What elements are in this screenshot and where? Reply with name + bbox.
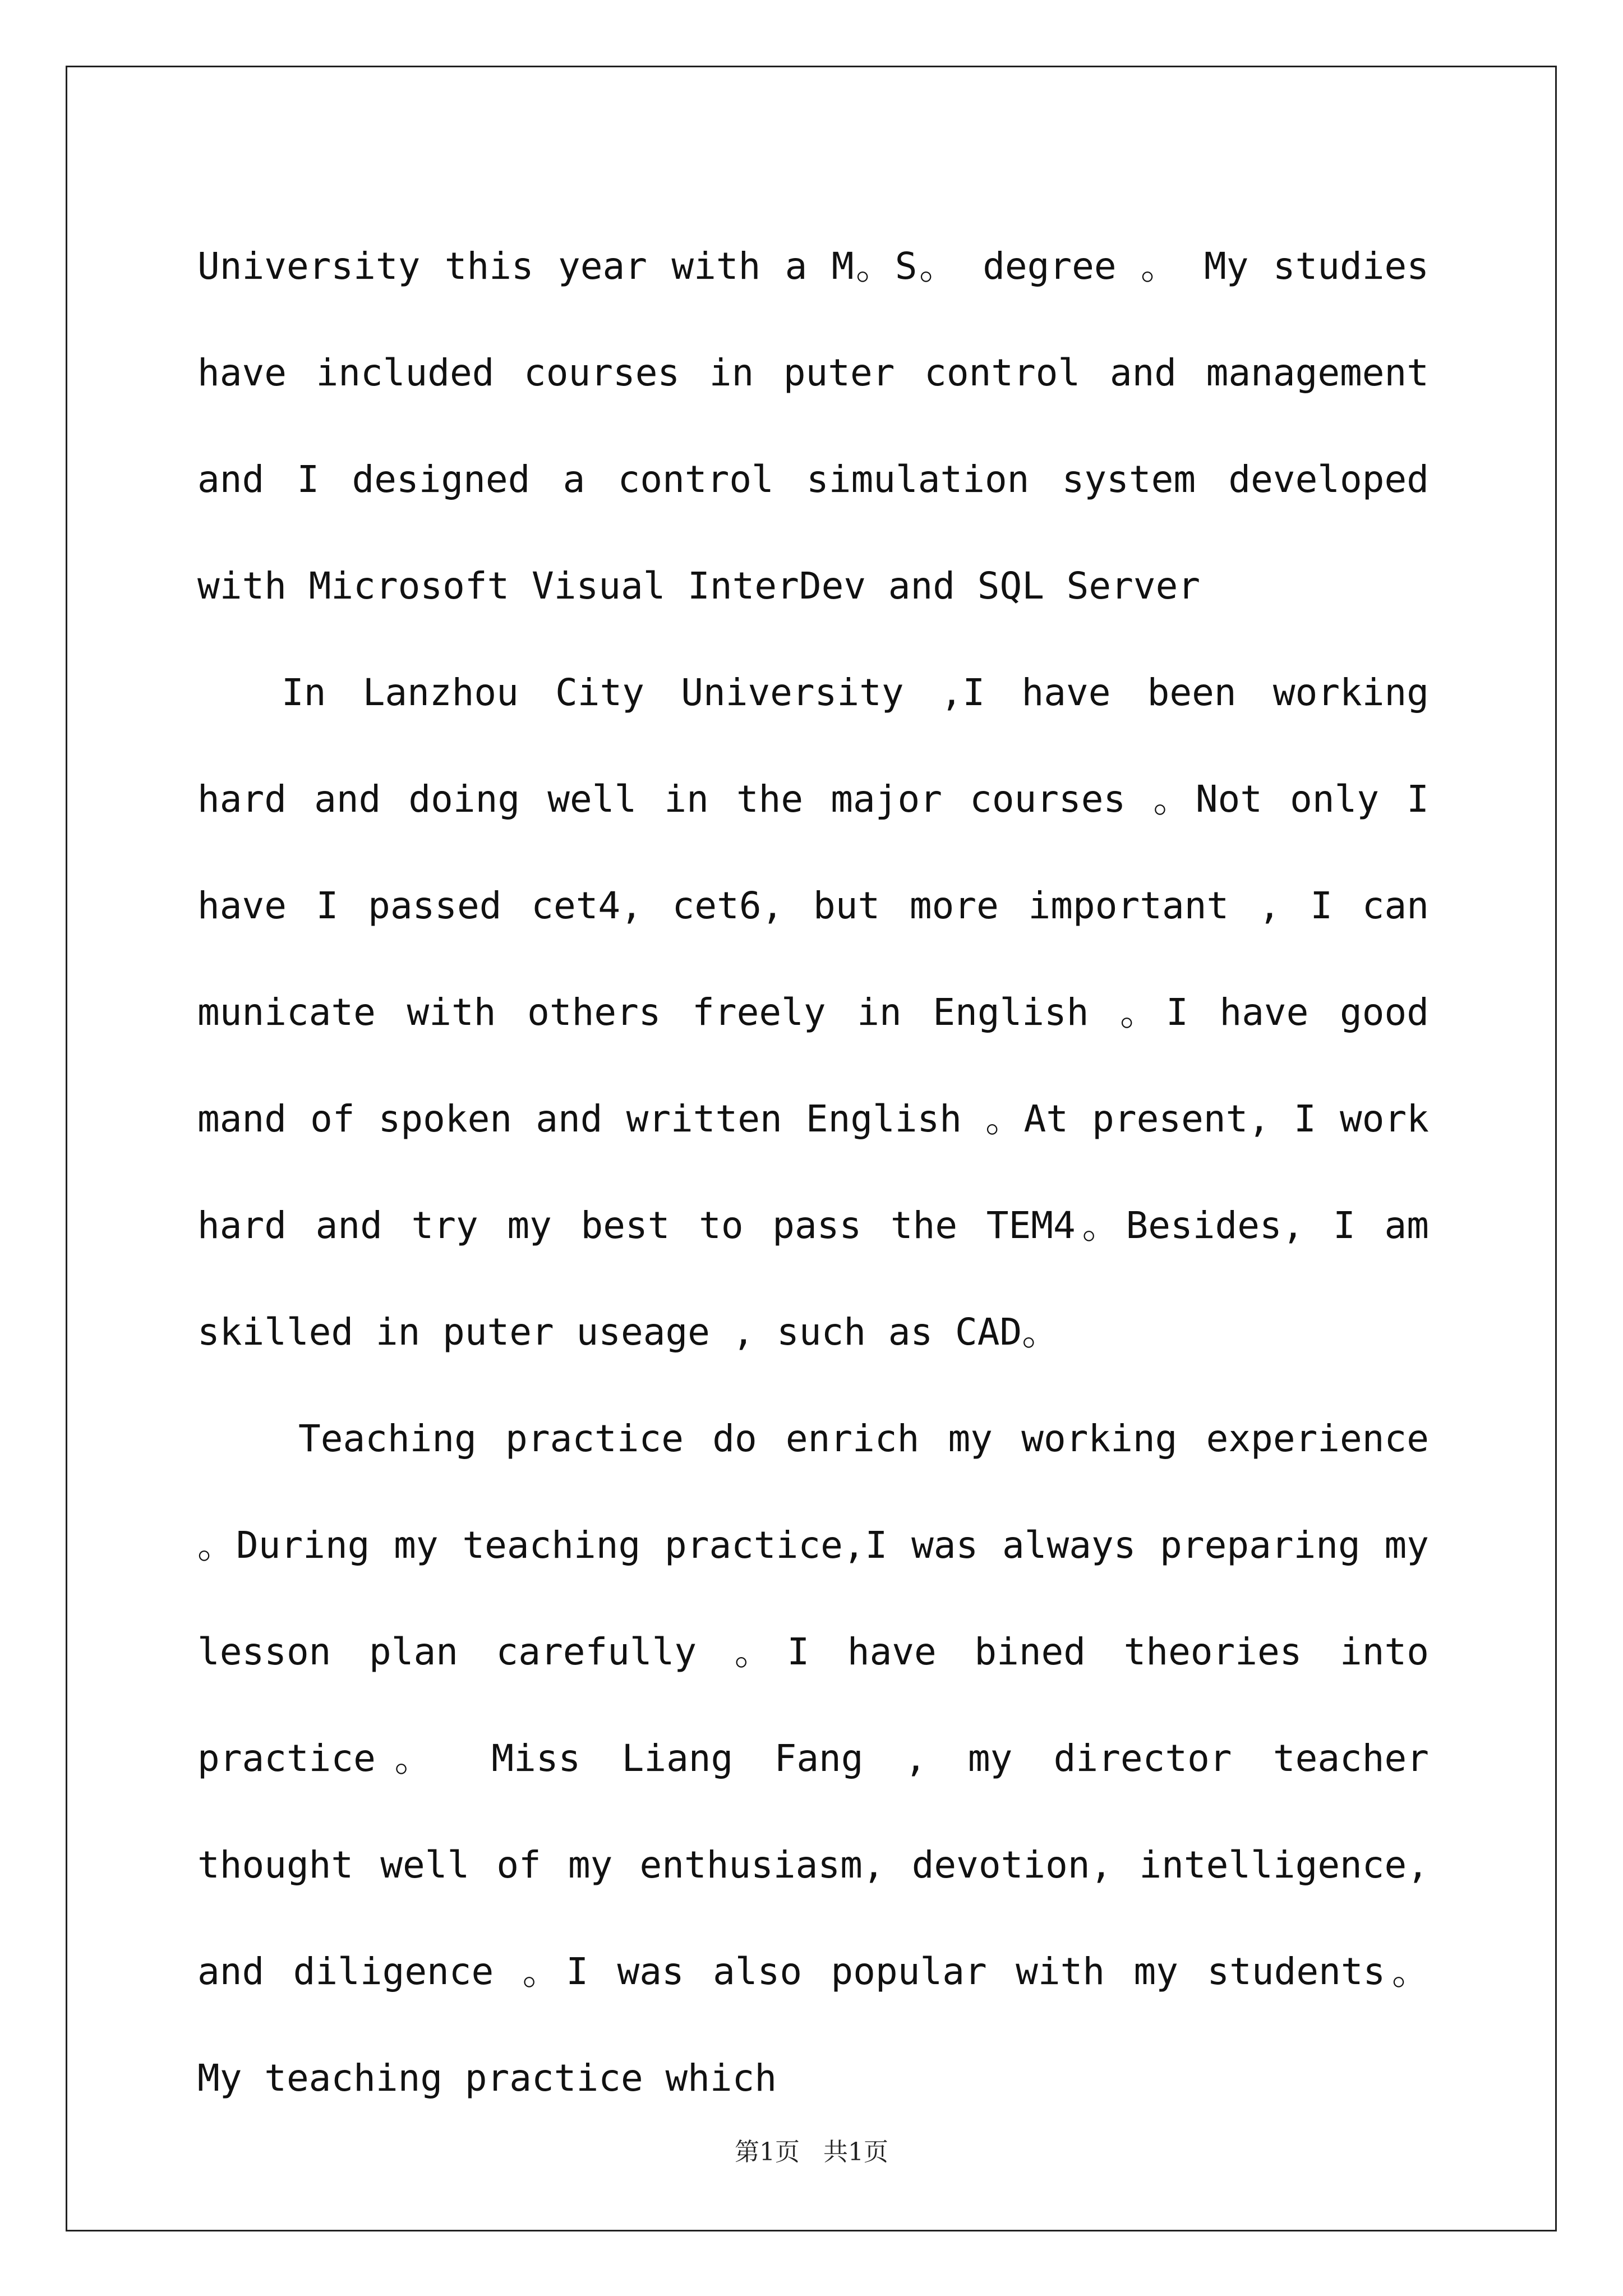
page-number-footer: 第1页 共1页 xyxy=(735,2138,888,2166)
paragraph-1: University this year with a M。S。 degree 。 My studies have included courses in puter control and management and I designed a control simulation system developed with Microsoft Visual InterDev and SQL Server xyxy=(197,245,1429,608)
paragraph-3: Teaching practice do enrich my working experience 。During my teaching practice,I was always preparing my lesson plan carefully 。I have bined theories into practice。 Miss Liang Fang , my director teacher thought well of my enthusiasm, devotion, intelligence, and diligence 。I was also popular with my students。 My teaching practice which xyxy=(197,1417,1429,2100)
document-body xyxy=(197,213,1429,2132)
paragraph-2: In Lanzhou City University ,I have been working hard and doing well in the major courses 。Not only I have I passed cet4, cet6, but more important , I can municate with others freely in English 。I have good mand of spoken and written English 。At present, I work hard and try my best to pass the TEM4。Besides, I am skilled in puter useage , such as CAD。 xyxy=(197,671,1429,1354)
